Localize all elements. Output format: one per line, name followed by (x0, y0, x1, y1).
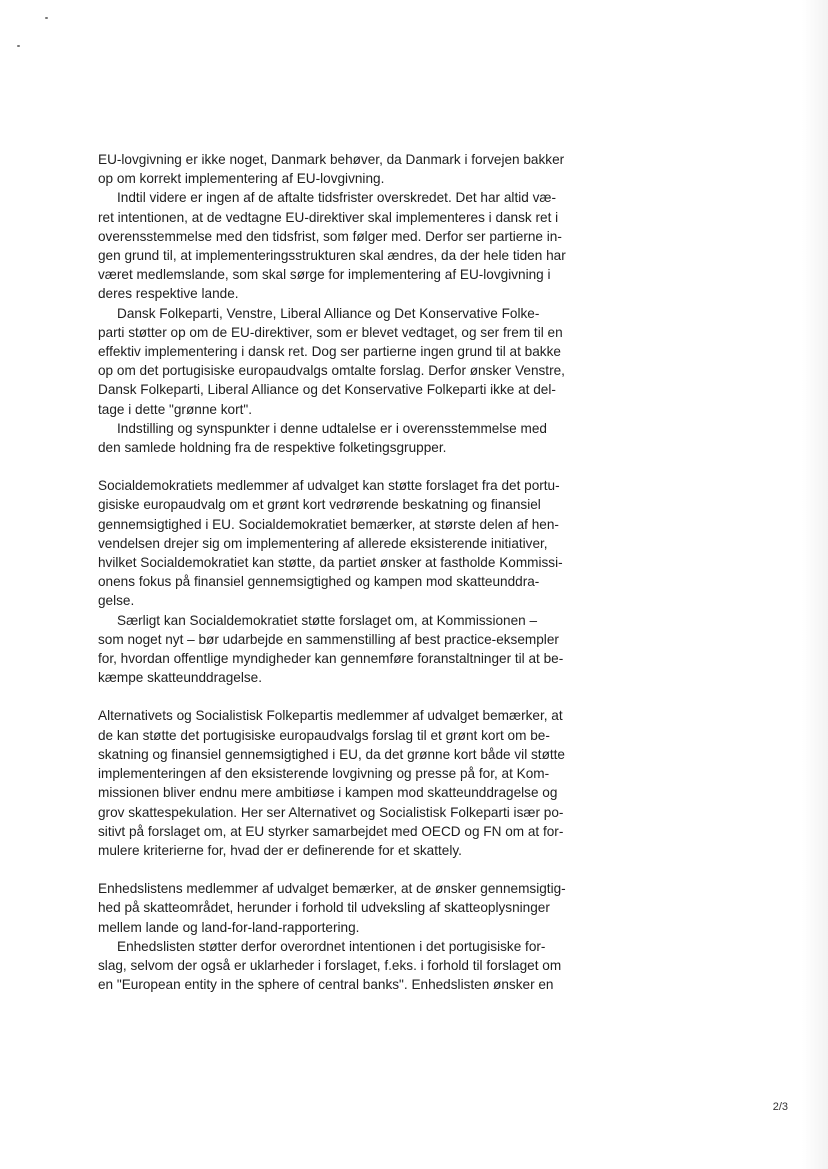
document-section (98, 879, 738, 994)
text-line: Alternativets og Socialistisk Folkepartis medlemmer af udvalget bemærker, at (98, 708, 563, 724)
text-line: Indstilling og synspunkter i denne udtalelse er i overensstemmelse med (117, 420, 547, 436)
document-section (98, 706, 738, 860)
paragraph (98, 150, 738, 188)
paragraph (98, 706, 738, 860)
document-section (98, 150, 738, 457)
text-line: effektiv implementering i dansk ret. Dog ser partierne ingen grund til at bakke (98, 344, 561, 360)
text-line: været medlemslande, som skal sørge for implementering af EU-lovgivning i (98, 267, 551, 283)
paragraph (98, 879, 738, 937)
text-line: mellem lande og land-for-land-rapportering. (98, 919, 360, 935)
text-line: mulere kriterierne for, hvad der er definerende for et skattely. (98, 842, 462, 858)
text-line: op om det portugisiske europaudvalgs omtalte forslag. Derfor ønsker Venstre, (98, 363, 565, 379)
document-body (98, 150, 738, 994)
text-line: Enhedslisten støtter derfor overordnet intentionen i det portugisiske for- (117, 938, 546, 954)
text-line: Indtil videre er ingen af de aftalte tidsfrister overskredet. Det har altid væ- (117, 190, 556, 206)
text-line: Dansk Folkeparti, Venstre, Liberal Alliance og Det Konservative Folke- (117, 305, 540, 321)
text-line: parti støtter op om de EU-direktiver, som er blevet vedtaget, og ser frem til en (98, 324, 563, 340)
paragraph (98, 188, 738, 303)
text-line: implementeringen af den eksisterende lovgivning og presse på for, at Kom- (98, 766, 550, 782)
text-line: Enhedslistens medlemmer af udvalget bemærker, at de ønsker gennemsigtig- (98, 881, 566, 897)
paragraph (98, 476, 738, 610)
text-line: de kan støtte det portugisiske europaudvalgs forslag til et grønt kort om be- (98, 727, 550, 743)
text-line: gen grund til, at implementeringsstrukturen skal ændres, da der hele tiden har (98, 248, 566, 264)
text-line: sitivt på forslaget om, at EU styrker samarbejdet med OECD og FN om at for- (98, 823, 564, 839)
scan-speck (17, 45, 20, 47)
text-line: onens fokus på finansiel gennemsigtighed og kampen mod skatteunddra- (98, 574, 540, 590)
text-line: hvilket Socialdemokratiet kan støtte, da partiet ønsker at fastholde Kommissi- (98, 555, 563, 571)
text-line: Socialdemokratiets medlemmer af udvalget kan støtte forslaget fra det portu- (98, 478, 560, 494)
text-line: deres respektive lande. (98, 286, 239, 302)
text-line: gennemsigtighed i EU. Socialdemokratiet bemærker, at største delen af hen- (98, 516, 559, 532)
page-number: 2/3 (772, 1101, 788, 1113)
text-line: kæmpe skatteunddragelse. (98, 670, 262, 686)
text-line: en "European entity in the sphere of central banks". Enhedslisten ønsker en (98, 977, 554, 993)
text-line: skatning og finansiel gennemsigtighed i EU, da det grønne kort både vil støtte (98, 746, 565, 762)
paragraph (98, 611, 738, 688)
text-line: som noget nyt – bør udarbejde en sammenstilling af best practice-eksempler (98, 631, 559, 647)
paragraph (98, 937, 738, 995)
text-line: missionen bliver endnu mere ambitiøse i kampen mod skatteunddragelse og (98, 785, 558, 801)
document-section (98, 476, 738, 687)
paragraph (98, 419, 738, 457)
text-line: den samlede holdning fra de respektive folketingsgrupper. (98, 440, 447, 456)
text-line: slag, selvom der også er uklarheder i forslaget, f.eks. i forhold til forslaget om (98, 957, 562, 973)
text-line: tage i dette "grønne kort". (98, 401, 252, 417)
scan-speck (45, 17, 48, 19)
text-line: hed på skatteområdet, herunder i forhold til udveksling af skatteoplysninger (98, 900, 550, 916)
text-line: gelse. (98, 593, 135, 609)
text-line: for, hvordan offentlige myndigheder kan gennemføre foranstaltninger til at be- (98, 651, 564, 667)
text-line: Dansk Folkeparti, Liberal Alliance og det Konservative Folkeparti ikke at del- (98, 382, 556, 398)
text-line: gisiske europaudvalg om et grønt kort vedrørende beskatning og finansiel (98, 497, 541, 513)
text-line: ret intentionen, at de vedtagne EU-direktiver skal implementeres i dansk ret i (98, 209, 559, 225)
paragraph (98, 304, 738, 419)
text-line: EU-lovgivning er ikke noget, Danmark behøver, da Danmark i forvejen bakker (98, 152, 565, 167)
scan-edge-shading (802, 0, 828, 1169)
text-line: vendelsen drejer sig om implementering af allerede eksisterende initiativer, (98, 535, 548, 551)
text-line: grov skattespekulation. Her ser Alternativet og Socialistisk Folkeparti især po- (98, 804, 564, 820)
text-line: overensstemmelse med den tidsfrist, som følger med. Derfor ser partierne in- (98, 228, 562, 244)
text-line: Særligt kan Socialdemokratiet støtte forslaget om, at Kommissionen – (117, 612, 538, 628)
text-line: op om korrekt implementering af EU-lovgivning. (98, 171, 385, 187)
